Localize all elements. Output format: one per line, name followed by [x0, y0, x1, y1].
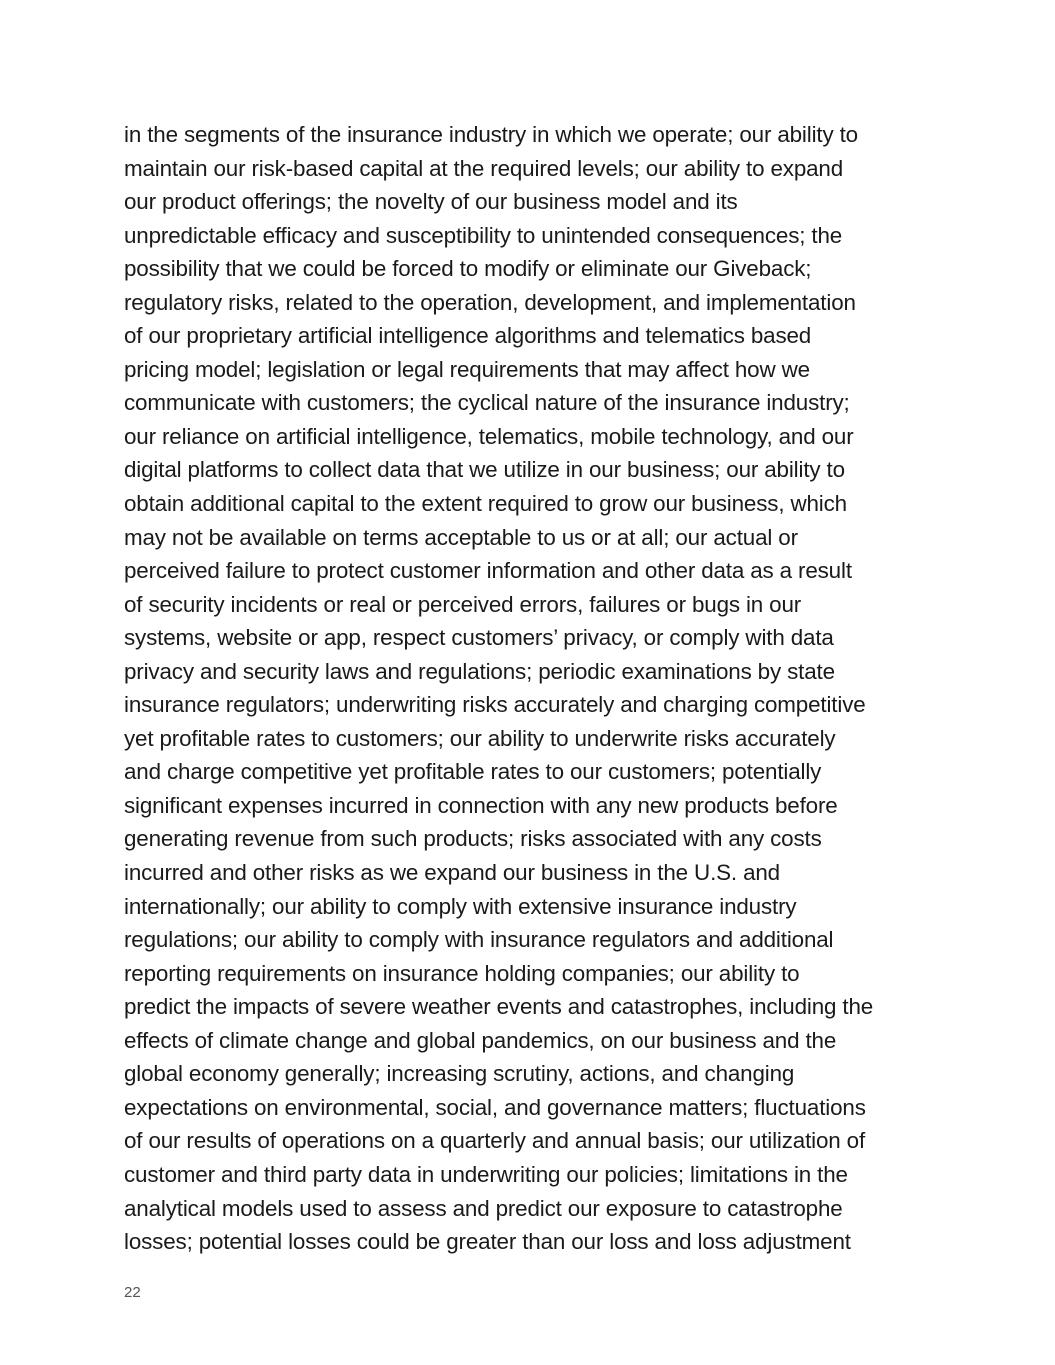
- text-line: obtain additional capital to the extent required to grow our business, which: [124, 491, 847, 517]
- text-line: privacy and security laws and regulations; periodic examinations by state: [124, 658, 835, 684]
- text-line: insurance regulators; underwriting risks accurately and charging competitive: [124, 692, 866, 718]
- text-line: in the segments of the insurance industry in which we operate; our ability to: [124, 122, 858, 147]
- text-line: unpredictable efficacy and susceptibility to unintended consequences; the: [124, 222, 843, 248]
- text-line: incurred and other risks as we expand our business in the U.S. and: [124, 860, 780, 886]
- text-line: internationally; our ability to comply with extensive insurance industry: [124, 893, 797, 919]
- text-line: of our proprietary artificial intelligence algorithms and telematics based: [124, 323, 812, 349]
- text-line: perceived failure to protect customer information and other data as a result: [124, 558, 852, 584]
- text-line: reporting requirements on insurance holding companies; our ability to: [124, 960, 800, 986]
- text-line: pricing model; legislation or legal requirements that may affect how we: [124, 356, 810, 382]
- text-line: possibility that we could be forced to modify or eliminate our Giveback;: [124, 256, 812, 282]
- text-line: effects of climate change and global pandemics, on our business and the: [124, 1027, 837, 1053]
- text-line: our product offerings; the novelty of our business model and its: [124, 189, 738, 215]
- text-line: of security incidents or real or perceived errors, failures or bugs in our: [124, 591, 802, 617]
- text-line: losses; potential losses could be greater than our loss and loss adjustment: [124, 1229, 851, 1255]
- text-line: systems, website or app, respect customers’ privacy, or comply with data: [124, 625, 834, 651]
- text-line: global economy generally; increasing scrutiny, actions, and changing: [124, 1061, 795, 1087]
- body-paragraph: [124, 118, 954, 1259]
- text-line: generating revenue from such products; risks associated with any costs: [124, 826, 822, 852]
- text-line: and charge competitive yet profitable rates to our customers; potentially: [124, 759, 822, 785]
- text-line: may not be available on terms acceptable to us or at all; our actual or: [124, 524, 798, 550]
- text-line: yet profitable rates to customers; our ability to underwrite risks accurately: [124, 725, 836, 751]
- text-line: digital platforms to collect data that we utilize in our business; our ability to: [124, 457, 845, 483]
- text-line: significant expenses incurred in connection with any new products before: [124, 792, 838, 818]
- text-line: customer and third party data in underwriting our policies; limitations in the: [124, 1161, 848, 1187]
- text-line: expectations on environmental, social, and governance matters; fluctuations: [124, 1094, 866, 1120]
- text-line: predict the impacts of severe weather events and catastrophes, including the: [124, 994, 874, 1020]
- text-line: our reliance on artificial intelligence, telematics, mobile technology, and our: [124, 423, 854, 449]
- text-line: communicate with customers; the cyclical nature of the insurance industry;: [124, 390, 850, 416]
- text-line: analytical models used to assess and predict our exposure to catastrophe: [124, 1195, 843, 1221]
- text-line: regulations; our ability to comply with insurance regulators and additional: [124, 927, 834, 953]
- page-number: 22: [124, 1284, 141, 1301]
- text-line: regulatory risks, related to the operation, development, and implementation: [124, 289, 856, 315]
- text-line: of our results of operations on a quarterly and annual basis; our utilization of: [124, 1128, 866, 1154]
- text-line: maintain our risk-based capital at the required levels; our ability to expand: [124, 155, 844, 181]
